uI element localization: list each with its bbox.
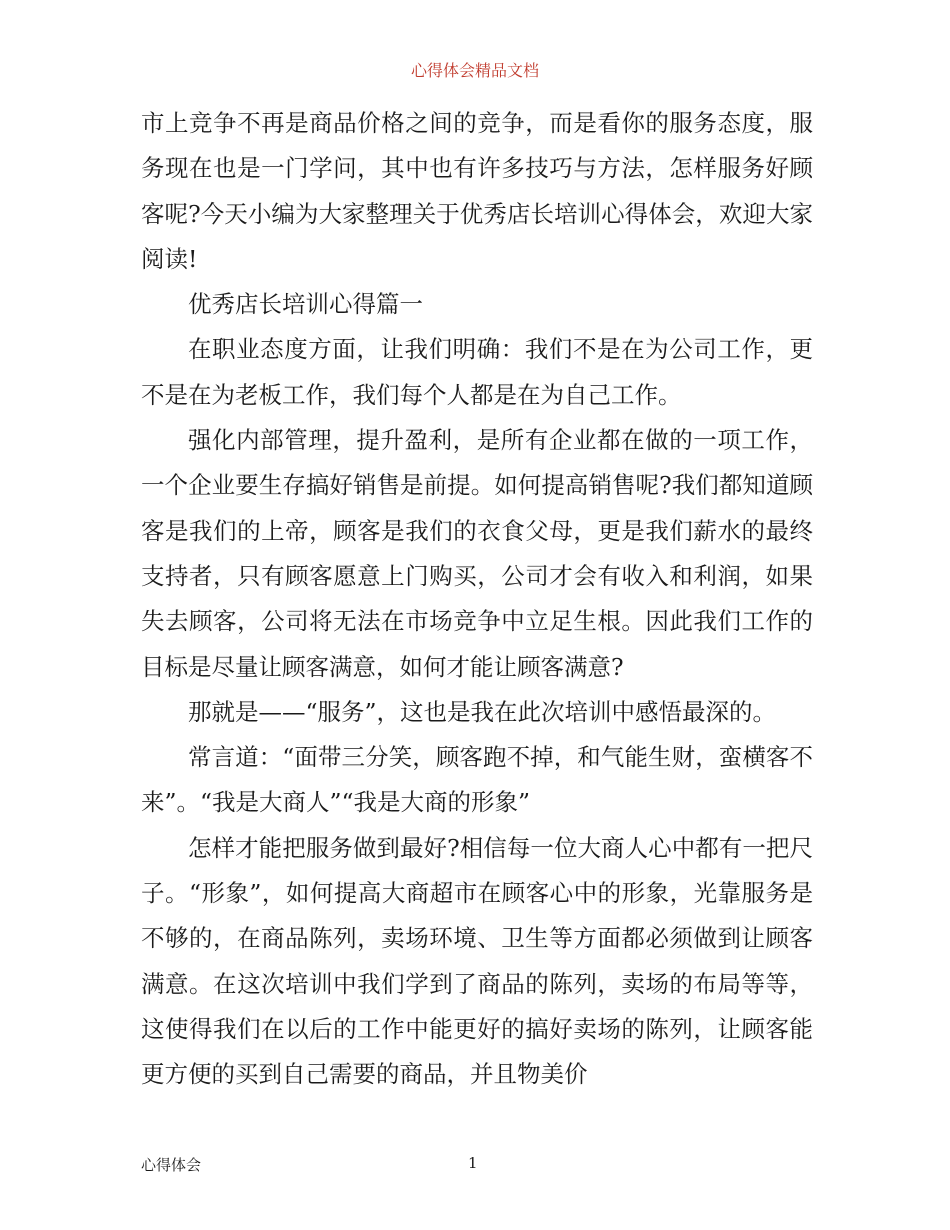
paragraph: 怎样才能把服务做到最好?相信每一位大商人心中都有一把尺子。“形象”，如何提高大商超市在顾客心中的形象，光靠服务是不够的，在商品陈列，卖场环境、卫生等方面都必须做到让顾客满意。在这次培训中我们学到了商品的陈列，卖场的布局等等，这使得我们在以后的工作中能更好的搞好卖场的陈列，让顾客能更方便的买到自己需要的商品，并且物美价	[141, 833, 813, 1089]
page-footer	[141, 1154, 813, 1176]
document-body	[141, 101, 813, 1098]
page-header: 心得体会精品文档	[410, 61, 539, 80]
paragraph: 市上竞争不再是商品价格之间的竞争，而是看你的服务态度，服务现在也是一门学问，其中也有许多技巧与方法，怎样服务好顾客呢?今天小编为大家整理关于优秀店长培训心得体会，欢迎大家阅读!	[141, 109, 813, 273]
section-heading: 优秀店长培训心得篇一	[188, 290, 423, 319]
paragraph: 强化内部管理，提升盈利，是所有企业都在做的一项工作，一个企业要生存搞好销售是前提。如何提高销售呢?我们都知道顾客是我们的上帝，顾客是我们的衣食父母，更是我们薪水的最终支持者，只有顾客愿意上门购买，公司才会有收入和利润，如果失去顾客，公司将无法在市场竞争中立足生根。因此我们工作的目标是尽量让顾客满意，如何才能让顾客满意?	[141, 426, 813, 681]
paragraph: 那就是——“服务”，这也是我在此次培训中感悟最深的。	[188, 697, 777, 726]
footer-label: 心得体会	[141, 1156, 202, 1174]
paragraph: 常言道：“面带三分笑，顾客跑不掉，和气能生财，蛮横客不来”。“我是大商人”“我是大商的形象”	[141, 743, 813, 817]
page-number: 1	[468, 1154, 478, 1172]
paragraph: 在职业态度方面，让我们明确：我们不是在为公司工作，更不是在为老板工作，我们每个人都是在为自己工作。	[141, 335, 813, 409]
